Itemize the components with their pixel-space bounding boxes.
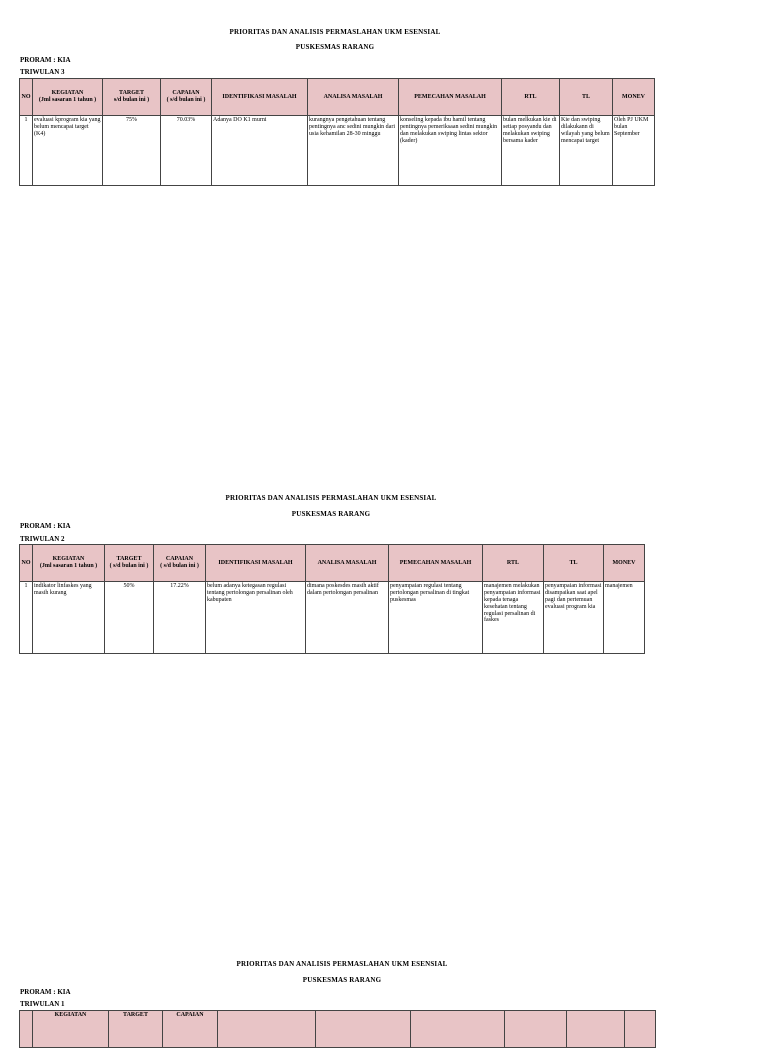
header-target-label: TARGET [116,556,142,563]
cell-target: 75% [103,116,161,186]
header-analisa: ANALISA MASALAH [308,79,399,116]
cell-tl: Kie dan swiping dilakukann di wilayah yang belum mencapai target [560,116,613,186]
header-target [105,545,154,582]
header-kegiatan-label: KEGIATAN [54,1012,87,1018]
section-subtitle: PUSKESMAS RARANG [302,976,382,984]
header-analisa: ANALISA MASALAH [306,545,389,582]
header-tl: TL [544,545,604,582]
header-capaian [163,1011,218,1048]
cell-kegiatan: indikator linfaskes yang masih kurang [33,582,105,654]
cell-capaian: 17.22% [154,582,206,654]
table-row [20,582,645,654]
header-kegiatan [33,1011,109,1048]
section-title: PRIORITAS DAN ANALISIS PERMASLAHAN UKM ESENSIAL [225,494,437,502]
header-capaian [154,545,206,582]
problem-table [19,1010,656,1048]
header-capaian-label: CAPAIAN [172,90,200,97]
header-monev [625,1011,656,1048]
header-capaian-sub: ( s/d bulan ini ) [160,563,199,569]
triwulan-label: TRIWULAN 2 [20,535,65,543]
triwulan-label: TRIWULAN 1 [20,1000,65,1008]
header-identifikasi: IDENTIFIKASI MASALAH [212,79,308,116]
cell-analisa: dimana poskesdes masih aktif dalam pertolongan persalinan [306,582,389,654]
problem-table [19,78,655,186]
section-subtitle: PUSKESMAS RARANG [291,510,371,518]
header-pemecahan: PEMECAHAN MASALAH [389,545,483,582]
header-kegiatan [33,79,103,116]
program-label: PRORAM : KIA [20,56,71,64]
header-identifikasi [218,1011,316,1048]
header-target [109,1011,163,1048]
header-pemecahan [411,1011,505,1048]
program-label: PRORAM : KIA [20,988,71,996]
header-rtl: RTL [502,79,560,116]
cell-kegiatan: evaluasi kprogram kia yang belum mencapai target (K4) [33,116,103,186]
table-header-row [20,1011,656,1048]
header-monev: MONEV [613,79,655,116]
header-kegiatan [33,545,105,582]
cell-identifikasi: belum adanya ketegasan regulasi tentang pertolongan persalinan oleh kabupaten [206,582,306,654]
header-no: NO [20,79,33,116]
header-kegiatan-sub: (Jml sasaran 1 tahun ) [39,563,98,569]
table-header-row [20,545,645,582]
cell-analisa: kurangnya pengetahuan tentang pentingnya anc sedini mungkin dari usia kehamilan 28-30 minggu [308,116,399,186]
program-label: PRORAM : KIA [20,522,71,530]
header-capaian-label: CAPAIAN [176,1012,204,1018]
header-no [20,1011,33,1048]
header-rtl [505,1011,567,1048]
cell-rtl: manajemen melakukan penyampaian informasi kepada tenaga kesehatan tentang regulasi persalinan di faskes [483,582,544,654]
header-target-sub: s/d bulan ini ) [113,97,150,103]
cell-pemecahan: penyampaian regulasi tentang pertolongan persalinan di tingkat puskesmas [389,582,483,654]
header-capaian [161,79,212,116]
cell-monev: Oleh PJ UKM bulan September [613,116,655,186]
cell-pemecahan: konseling kepada ibu hamil tentang pentingnya pemeriksaan sedini mungkin dan melakukan swiping lintas sektor (kader) [399,116,502,186]
table-header-row [20,79,655,116]
header-target [103,79,161,116]
header-rtl: RTL [483,545,544,582]
cell-target: 50% [105,582,154,654]
section-title: PRIORITAS DAN ANALISIS PERMASLAHAN UKM ESENSIAL [236,960,448,968]
header-identifikasi: IDENTIFIKASI MASALAH [206,545,306,582]
section-title: PRIORITAS DAN ANALISIS PERMASLAHAN UKM ESENSIAL [229,28,441,36]
cell-monev: manajemen [604,582,645,654]
header-pemecahan: PEMECAHAN MASALAH [399,79,502,116]
header-tl: TL [560,79,613,116]
header-no: NO [20,545,33,582]
header-target-label: TARGET [123,1012,148,1018]
header-target-label: TARGET [119,90,144,97]
header-capaian-sub: ( s/d bulan ini ) [166,97,206,103]
problem-table [19,544,645,654]
cell-no: 1 [20,582,33,654]
header-tl [567,1011,625,1048]
cell-identifikasi: Adanya DO K1 murni [212,116,308,186]
header-monev: MONEV [604,545,645,582]
section-subtitle: PUSKESMAS RARANG [295,43,375,51]
header-analisa [316,1011,411,1048]
header-kegiatan-label: KEGIATAN [52,556,85,563]
header-target-sub: ( s/d bulan ini ) [109,563,149,569]
table-row [20,116,655,186]
cell-no: 1 [20,116,33,186]
cell-capaian: 70.03% [161,116,212,186]
header-kegiatan-sub: (Jml sasaran 1 tahun ) [38,97,97,103]
header-capaian-label: CAPAIAN [165,556,194,563]
cell-rtl: bulan melkukan kie di setiap posyandu dan melakukan swiping bersama kader [502,116,560,186]
header-kegiatan-label: KEGIATAN [51,90,84,97]
cell-tl: penyampaian informasi disampaikan saat apel pagi dan pertemuan evaluasi program kia [544,582,604,654]
triwulan-label: TRIWULAN 3 [20,68,65,76]
